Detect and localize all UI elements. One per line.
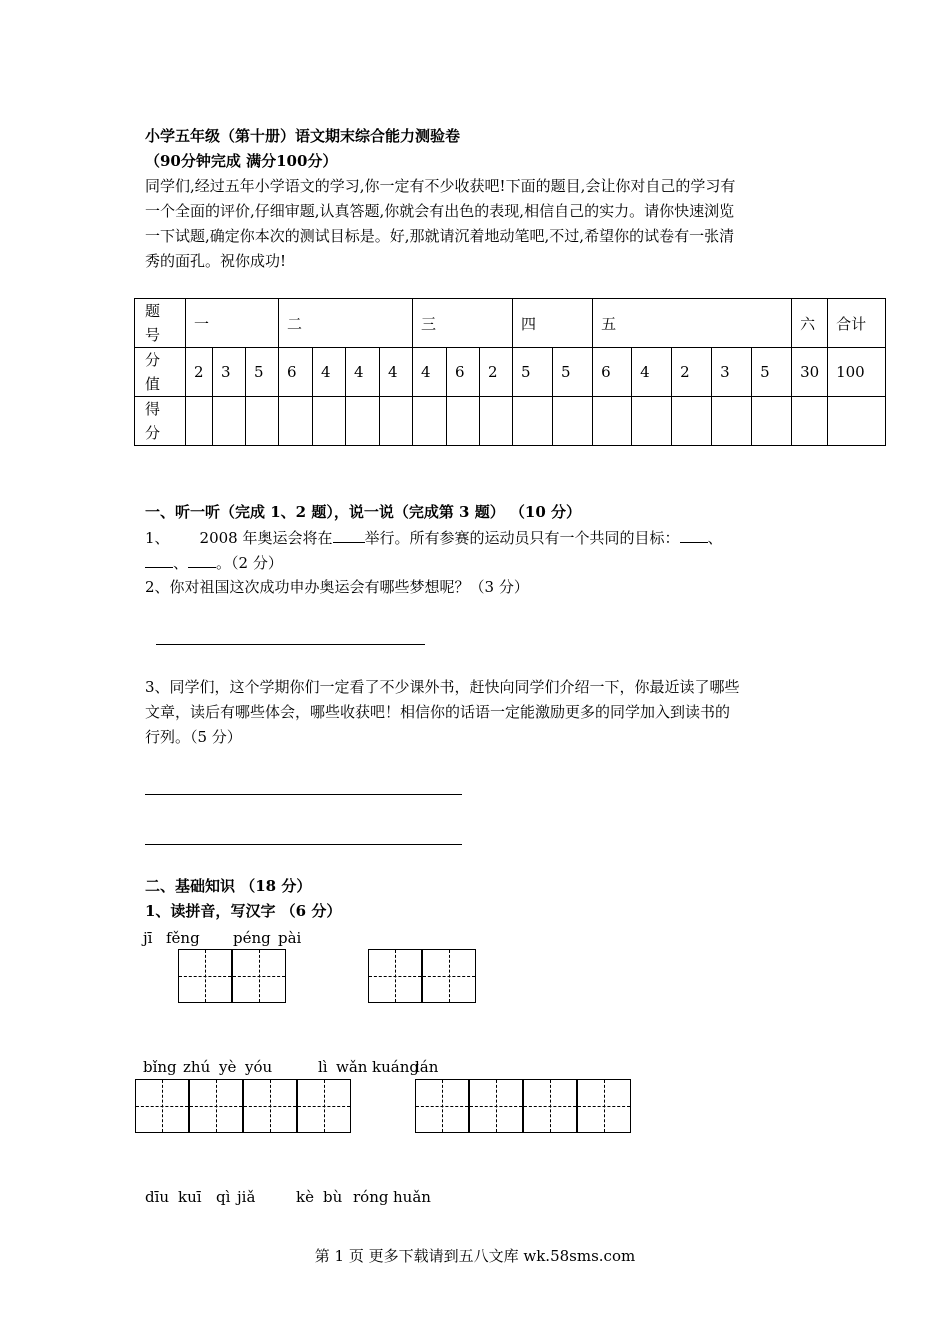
- score-table: [134, 298, 886, 446]
- score-cell[interactable]: [413, 397, 447, 446]
- pinyin: wǎn: [336, 1058, 368, 1076]
- answer-line[interactable]: [145, 844, 462, 845]
- points-cell: 2: [480, 348, 513, 397]
- pinyin: jī: [143, 929, 153, 947]
- writing-grid-cell[interactable]: [415, 1079, 469, 1133]
- section-6-header: 六: [792, 299, 828, 348]
- score-cell[interactable]: [672, 397, 712, 446]
- score-cell[interactable]: [593, 397, 632, 446]
- score-cell[interactable]: [553, 397, 593, 446]
- part1-heading: 一、听一听（完成 1、2 题），说一说（完成第 3 题） （10 分）: [145, 503, 582, 521]
- pinyin: pài: [278, 929, 302, 947]
- row-label-question: 题 号: [135, 299, 186, 348]
- section-3-header: 三: [413, 299, 513, 348]
- score-cell[interactable]: [380, 397, 413, 446]
- row-label-score: 得 分: [135, 397, 186, 446]
- score-cell[interactable]: [313, 397, 346, 446]
- question-1-text-b: 举行。所有参赛的运动员只有一个共同的目标：: [364, 529, 680, 547]
- section-1-header: 一: [186, 299, 279, 348]
- question-row: [135, 299, 886, 348]
- pinyin: kuī: [178, 1188, 202, 1206]
- points-cell: 4: [346, 348, 380, 397]
- pinyin: lì: [318, 1058, 328, 1076]
- row-label-points: 分 值: [135, 348, 186, 397]
- question-1-continued: [145, 550, 283, 576]
- points-cell: 6: [279, 348, 313, 397]
- score-cell[interactable]: [246, 397, 279, 446]
- score-cell[interactable]: [712, 397, 752, 446]
- writing-grid-cell[interactable]: [577, 1079, 631, 1133]
- pinyin: fěng: [166, 929, 200, 947]
- pinyin: kuáng: [372, 1058, 419, 1076]
- score-cell[interactable]: [752, 397, 792, 446]
- writing-grid-cell[interactable]: [189, 1079, 243, 1133]
- section-4-header: 四: [513, 299, 593, 348]
- writing-grid-cell[interactable]: [368, 949, 422, 1003]
- intro-line: 一个全面的评价,仔细审题,认真答题,你就会有出色的表现,相信自己的实力。请你快速浏览: [145, 202, 735, 220]
- points-cell: 4: [313, 348, 346, 397]
- points-cell: 4: [413, 348, 447, 397]
- score-cell[interactable]: [828, 397, 886, 446]
- page-footer: 第 1 页 更多下载请到五八文库 wk.58sms.com: [314, 1247, 636, 1265]
- pinyin: bǐng: [143, 1058, 177, 1076]
- points-cell: 5: [246, 348, 279, 397]
- total-header: 合计: [828, 299, 886, 348]
- question-1-separator: 、: [707, 529, 723, 547]
- score-cell[interactable]: [279, 397, 313, 446]
- pinyin: kè: [296, 1188, 314, 1206]
- score-cell[interactable]: [346, 397, 380, 446]
- answer-blank[interactable]: [188, 550, 216, 568]
- question-1: [145, 525, 723, 551]
- points-cell: 4: [632, 348, 672, 397]
- writing-grid-cell[interactable]: [523, 1079, 577, 1133]
- pinyin: bù: [323, 1188, 343, 1206]
- score-cell[interactable]: [213, 397, 246, 446]
- pinyin: róng: [353, 1188, 389, 1206]
- question-1-tail: 。（2 分）: [216, 554, 283, 572]
- intro-line: 一下试题,确定你本次的测试目标是。好,那就请沉着地动笔吧,不过,希望你的试卷有一张清: [145, 227, 735, 245]
- points-cell: 30: [792, 348, 828, 397]
- part2-heading: 二、基础知识 （18 分）: [145, 877, 312, 895]
- points-cell: 6: [447, 348, 480, 397]
- score-cell[interactable]: [513, 397, 553, 446]
- question-2: 2、你对祖国这次成功申办奥运会有哪些梦想呢？（3 分）: [145, 578, 529, 596]
- points-cell: 3: [712, 348, 752, 397]
- pinyin: péng: [233, 929, 271, 947]
- writing-grid-cell[interactable]: [232, 949, 286, 1003]
- writing-grid-cell[interactable]: [243, 1079, 297, 1133]
- points-cell: 100: [828, 348, 886, 397]
- answer-line[interactable]: [145, 794, 462, 795]
- pinyin: qì: [216, 1188, 231, 1206]
- pinyin: yè: [219, 1058, 237, 1076]
- answer-blank[interactable]: [333, 525, 365, 543]
- question-3-line: 3、同学们，这个学期你们一定看了不少课外书，赶快向同学们介绍一下，你最近读了哪些: [145, 678, 740, 696]
- score-cell[interactable]: [632, 397, 672, 446]
- score-row: [135, 397, 886, 446]
- writing-grid-cell[interactable]: [469, 1079, 523, 1133]
- points-cell: 4: [380, 348, 413, 397]
- question-3-line: 行列。（5 分）: [145, 728, 242, 746]
- points-row: [135, 348, 886, 397]
- question-3-line: 文章，读后有哪些体会，哪些收获吧！相信你的话语一定能激励更多的同学加入到读书的: [145, 703, 731, 721]
- section-5-header: 五: [593, 299, 792, 348]
- question-1-separator: 、: [173, 554, 189, 572]
- section-2-header: 二: [279, 299, 413, 348]
- score-cell[interactable]: [447, 397, 480, 446]
- question-1-number: 1、: [145, 529, 170, 547]
- score-cell[interactable]: [186, 397, 213, 446]
- points-cell: 2: [672, 348, 712, 397]
- exam-subtitle: （90分钟完成 满分100分）: [145, 152, 338, 170]
- answer-line[interactable]: [156, 644, 425, 645]
- points-cell: 5: [752, 348, 792, 397]
- answer-blank[interactable]: [680, 525, 708, 543]
- score-cell[interactable]: [480, 397, 513, 446]
- part2-sub1: 1、读拼音，写汉字 （6 分）: [145, 902, 342, 920]
- points-cell: 2: [186, 348, 213, 397]
- writing-grid-cell[interactable]: [422, 949, 476, 1003]
- pinyin: dīu: [145, 1188, 170, 1206]
- answer-blank[interactable]: [145, 550, 173, 568]
- pinyin: zhú: [183, 1058, 211, 1076]
- points-cell: 3: [213, 348, 246, 397]
- writing-grid-cell[interactable]: [135, 1079, 189, 1133]
- intro-line: 同学们,经过五年小学语文的学习,你一定有不少收获吧!下面的题目,会让你对自己的学习有: [145, 177, 736, 195]
- pinyin: huǎn: [393, 1188, 431, 1206]
- intro-line: 秀的面孔。祝你成功!: [145, 252, 287, 270]
- writing-grid-cell[interactable]: [178, 949, 232, 1003]
- points-cell: 5: [553, 348, 593, 397]
- writing-grid-cell[interactable]: [297, 1079, 351, 1133]
- pinyin: lán: [415, 1058, 439, 1076]
- question-1-text-a: 2008 年奥运会将在: [199, 529, 333, 547]
- pinyin: jiǎ: [237, 1188, 256, 1206]
- pinyin: yóu: [245, 1058, 273, 1076]
- exam-title: 小学五年级（第十册）语文期末综合能力测验卷: [145, 127, 461, 145]
- score-cell[interactable]: [792, 397, 828, 446]
- points-cell: 5: [513, 348, 553, 397]
- points-cell: 6: [593, 348, 632, 397]
